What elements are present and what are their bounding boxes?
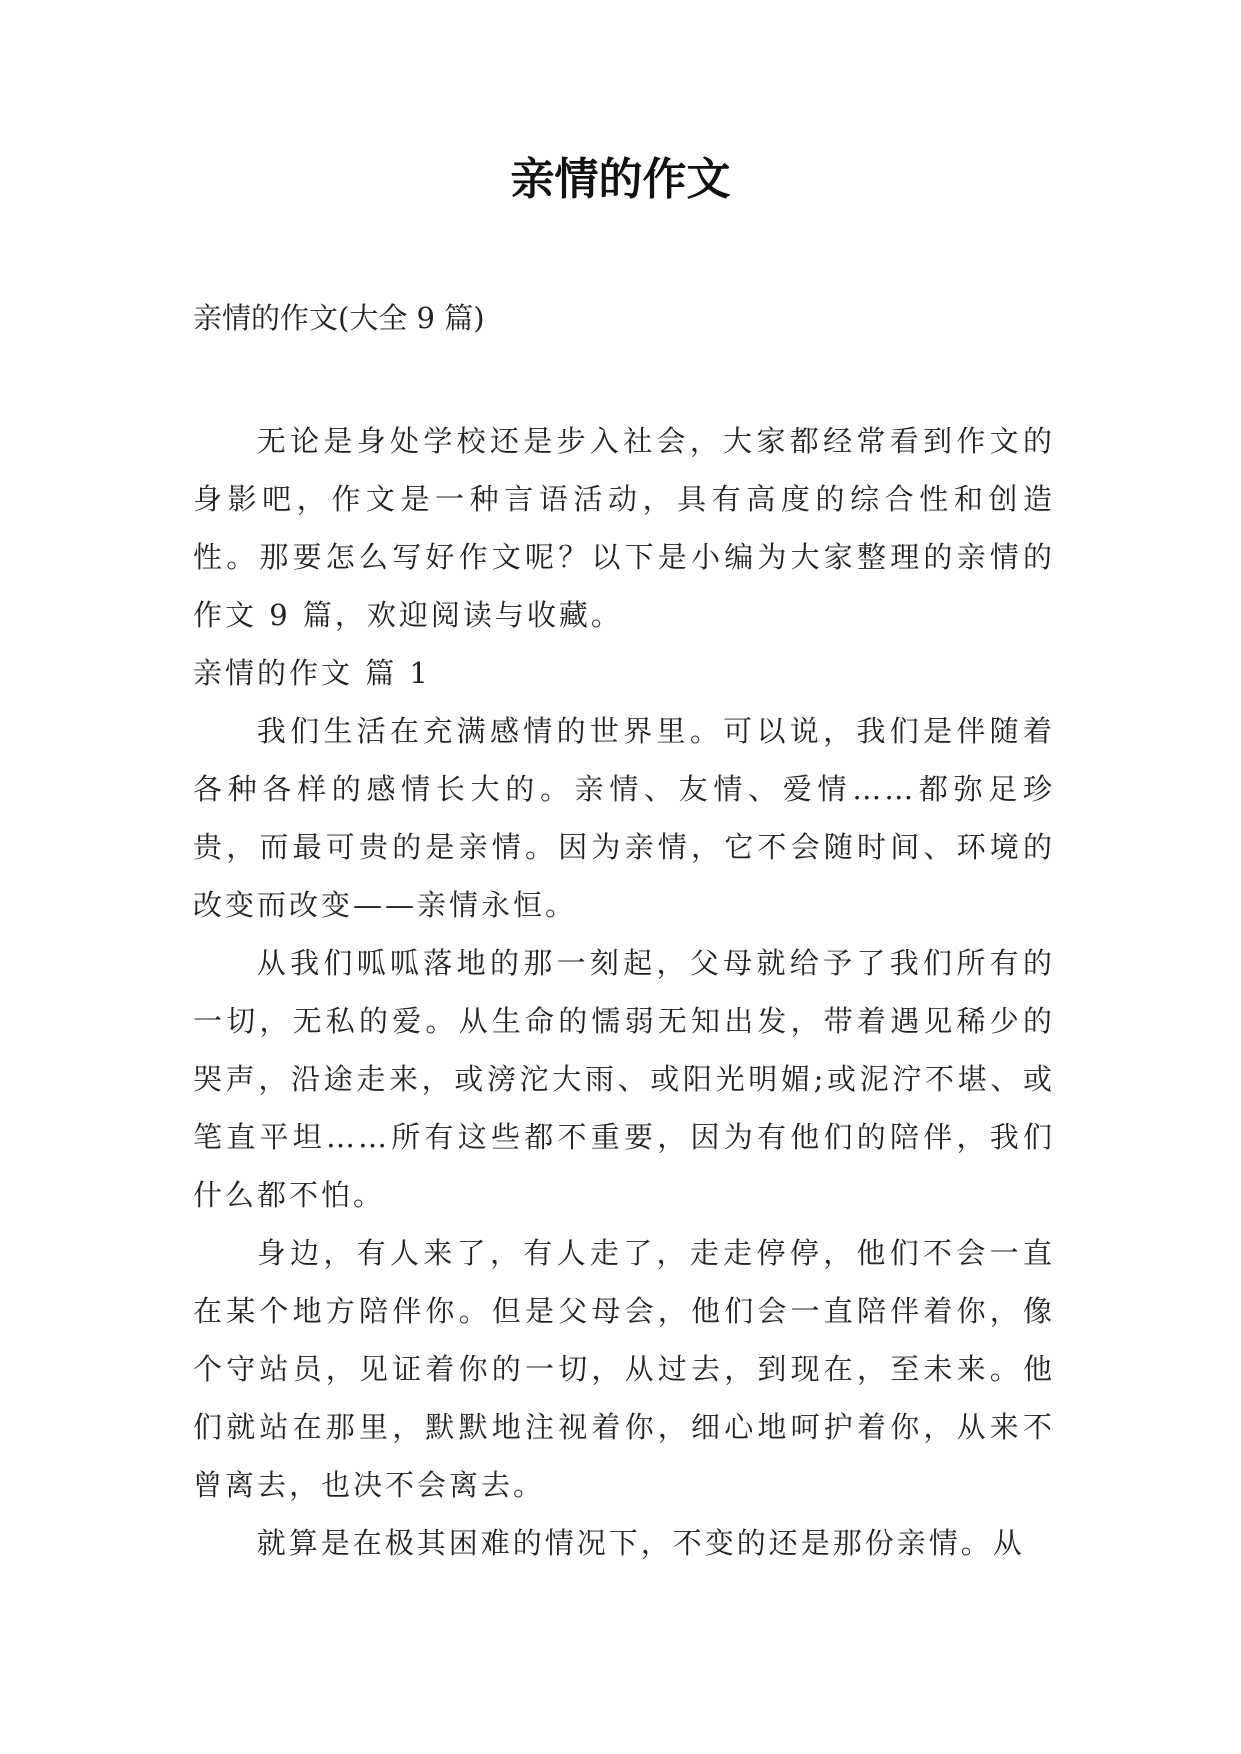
document-title: 亲情的作文	[510, 154, 731, 205]
section-heading: 亲情的作文 篇 1	[193, 656, 431, 690]
document-subtitle: 亲情的作文(大全 9 篇)	[193, 301, 485, 335]
body-paragraph: 我们生活在充满感情的世界里。可以说，我们是伴随着各种各样的感情长大的。亲情、友情、爱情……都弥足珍贵，而最可贵的是亲情。因为亲情，它不会随时间、环境的改变而改变——亲情永恒。	[193, 714, 1055, 922]
document-body	[193, 412, 1055, 1572]
body-paragraph: 从我们呱呱落地的那一刻起，父母就给予了我们所有的一切，无私的爱。从生命的懦弱无知出发，带着遇见稀少的哭声，沿途走来，或滂沱大雨、或阳光明媚;或泥泞不堪、或笔直平坦……所有这些都不重要，因为有他们的陪伴，我们什么都不怕。	[193, 946, 1055, 1212]
intro-paragraph: 无论是身处学校还是步入社会，大家都经常看到作文的身影吧，作文是一种言语活动，具有高度的综合性和创造性。那要怎么写好作文呢？以下是小编为大家整理的亲情的作文 9 篇，欢迎阅读与收藏。	[193, 424, 1055, 632]
body-paragraph: 就算是在极其困难的情况下，不变的还是那份亲情。从	[256, 1526, 1025, 1560]
body-paragraph: 身边，有人来了，有人走了，走走停停，他们不会一直在某个地方陪伴你。但是父母会，他们会一直陪伴着你，像个守站员，见证着你的一切，从过去，到现在，至未来。他们就站在那里，默默地注视着你，细心地呵护着你，从来不曾离去，也决不会离去。	[193, 1236, 1055, 1502]
